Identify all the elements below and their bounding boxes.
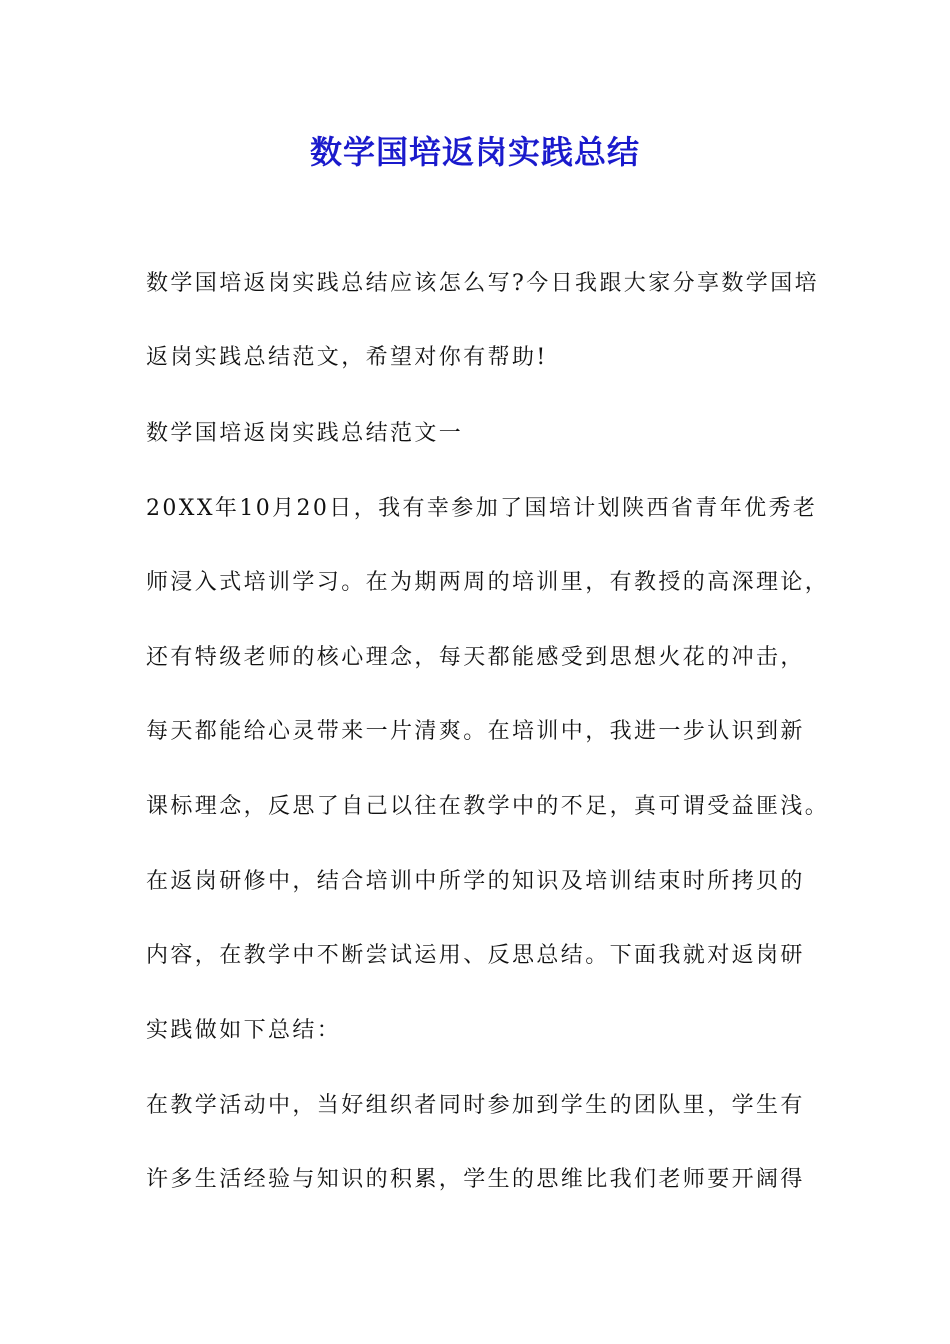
paragraph-line: 20XX年10月20日，我有幸参加了国培计划陕西省青年优秀老 <box>146 496 818 521</box>
paragraph-line: 实践做如下总结： <box>146 1018 342 1043</box>
intro-line-2: 返岗实践总结范文，希望对你有帮助! <box>146 345 548 370</box>
paragraph-line: 内容，在教学中不断尝试运用、反思总结。下面我就对返岗研 <box>146 943 805 968</box>
paragraph-line: 在返岗研修中，结合培训中所学的知识及培训结束时所拷贝的 <box>146 869 805 894</box>
intro-line-1: 数学国培返岗实践总结应该怎么写?今日我跟大家分享数学国培 <box>146 271 819 296</box>
document-title: 数学国培返岗实践总结 <box>309 133 640 171</box>
paragraph-line: 课标理念，反思了自己以往在教学中的不足，真可谓受益匪浅。 <box>146 794 830 819</box>
paragraph-line: 在教学活动中，当好组织者同时参加到学生的团队里，学生有 <box>146 1093 805 1118</box>
section-heading: 数学国培返岗实践总结范文一 <box>146 421 464 446</box>
paragraph-line: 每天都能给心灵带来一片清爽。在培训中，我进一步认识到新 <box>146 719 805 744</box>
paragraph-line: 师浸入式培训学习。在为期两周的培训里，有教授的高深理论， <box>146 570 830 595</box>
paragraph-line: 还有特级老师的核心理念，每天都能感受到思想火花的冲击， <box>146 645 805 670</box>
paragraph-line: 许多生活经验与知识的积累，学生的思维比我们老师要开阔得 <box>146 1167 805 1192</box>
